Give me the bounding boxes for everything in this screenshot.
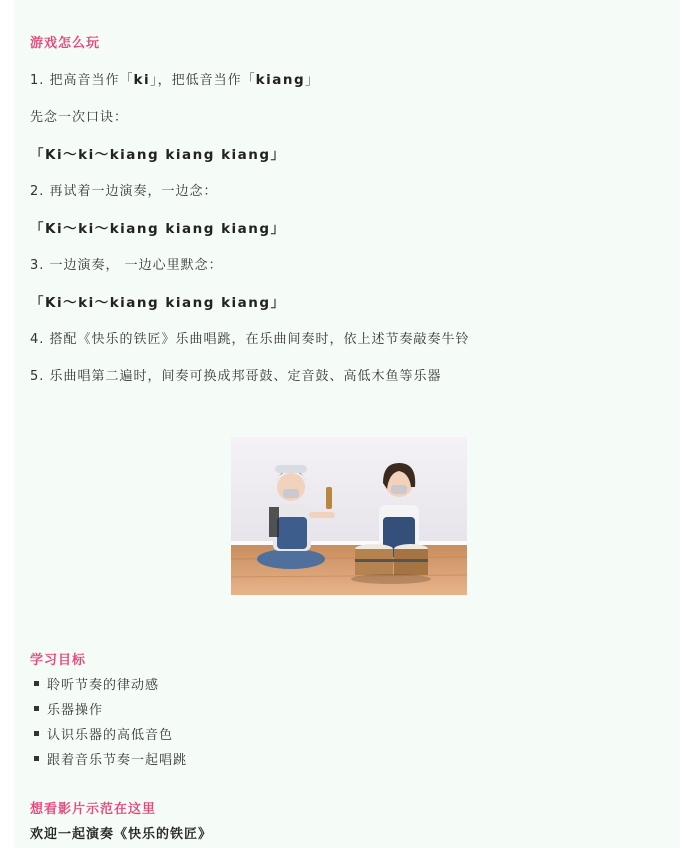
step-3: 3. 一边演奏， 一边心里默念： <box>30 258 223 273</box>
goal-item: 聆听节奏的律动感 <box>34 674 159 693</box>
goal-item: 跟着音乐节奏一起唱跳 <box>34 749 187 768</box>
chant-line-3: 「Ki～ki～kiang kiang kiang」 <box>30 295 286 311</box>
performers-photo <box>231 437 467 595</box>
video-caption: 欢迎一起演奏《快乐的铁匠》 <box>30 827 213 842</box>
step-1-prefix: 1. 把高音当作「 <box>30 73 134 88</box>
step-5: 5. 乐曲唱第二遍时，间奏可换成邦哥鼓、定音鼓、高低木鱼等乐器 <box>30 369 442 384</box>
step-1-mid: 」，把低音当作「 <box>150 73 256 88</box>
step-1 <box>30 69 319 88</box>
bullet-icon <box>34 681 39 686</box>
step-4: 4. 搭配《快乐的铁匠》乐曲唱跳，在乐曲间奏时，依上述节奏敲奏牛铃 <box>30 332 470 347</box>
chant-line-1: 「Ki～ki～kiang kiang kiang」 <box>30 147 286 163</box>
goal-item: 乐器操作 <box>34 699 103 718</box>
bullet-icon <box>34 731 39 736</box>
step-1-suffix: 」 <box>305 73 320 88</box>
content-card <box>14 0 680 848</box>
section-heading-video: 想看影片示范在这里 <box>30 802 157 817</box>
section-heading-how-to-play: 游戏怎么玩 <box>30 36 101 51</box>
recite-label: 先念一次口诀： <box>30 110 129 125</box>
step-2: 2. 再试着一边演奏，一边念： <box>30 184 218 199</box>
goal-item: 认识乐器的高低音色 <box>34 724 173 743</box>
section-heading-learning-goals: 学习目标 <box>30 653 87 668</box>
bullet-icon <box>34 706 39 711</box>
step-1-high: ki <box>133 72 151 88</box>
step-1-low: kiang <box>255 72 306 88</box>
bullet-icon <box>34 756 39 761</box>
chant-line-2: 「Ki～ki～kiang kiang kiang」 <box>30 221 286 237</box>
